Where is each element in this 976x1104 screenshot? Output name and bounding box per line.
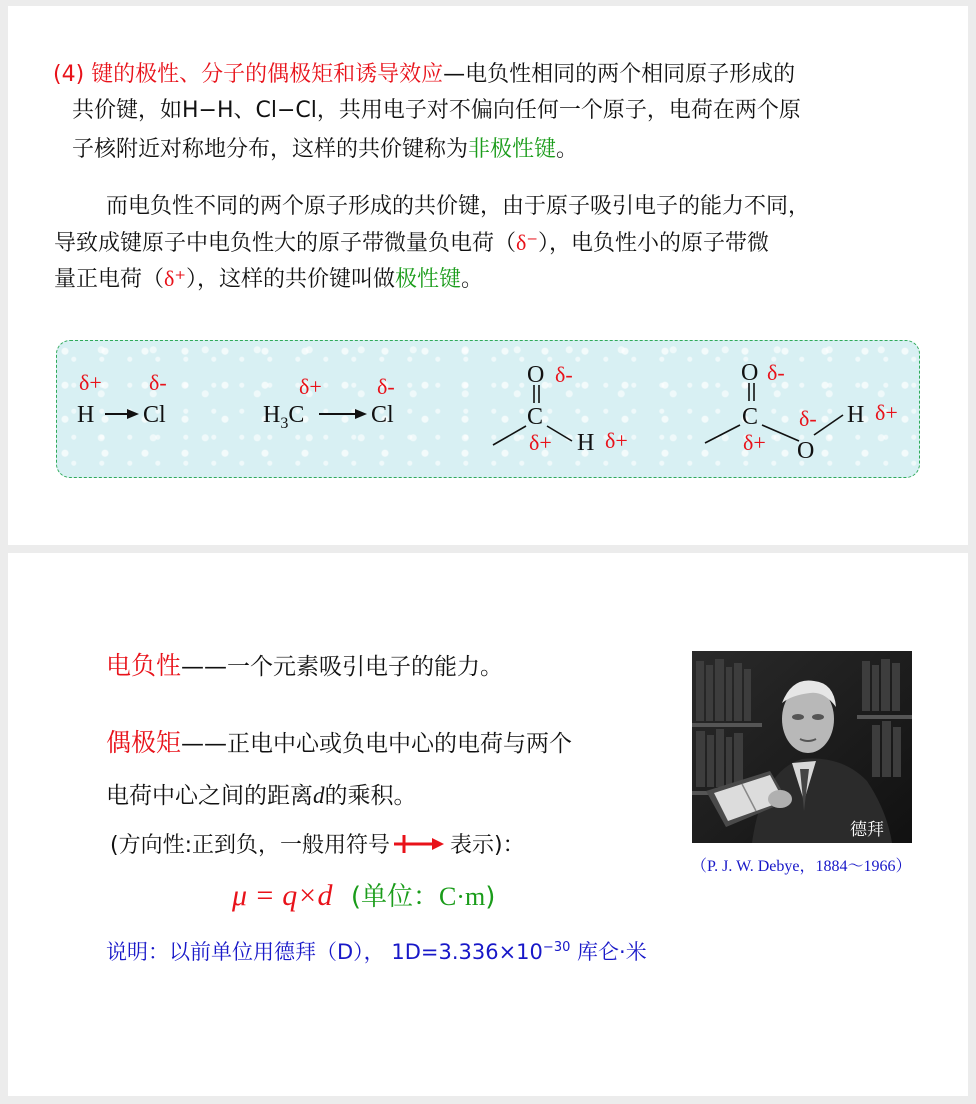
portrait-caption: （P. J. W. Debye，1884～1966） [691,858,912,875]
heading-dash: — [443,62,466,87]
term-dipole-moment: 偶极矩 [106,728,182,757]
para2-line2-rest: ），电负性小的原子带微 [538,231,770,256]
term-nonpolar-bond: 非极性键 [468,137,557,162]
note-text: 说明：以前单位用德拜（D）， 1D=3.336×10 [106,940,543,964]
atom-h-hydroxyl: H [847,402,865,428]
def2-line2-end: 的乘积。 [324,783,417,809]
methyl-h: H [263,402,281,428]
para1-line2: 共价键，如H−H、Cl−Cl，共用电子对不偏向任何一个原子，电荷在两个原 [72,98,801,123]
def2-line2-text: 电荷中心之间的距离 [106,783,313,809]
para1-line3-text: 子核附近对称地分布，这样的共价键称为 [72,137,469,162]
para2-line3-end: 。 [461,267,484,292]
portrait-image [692,651,912,843]
atom-c-acid: C [742,404,759,430]
para1-line3 [72,135,578,165]
formula-unit: C·m [438,882,486,911]
slide-2 [8,553,968,1096]
atom-cl2: Cl [371,402,394,428]
formula-unit-close: ) [485,882,496,912]
def2-text: ——正电中心或负电中心的电荷与两个 [181,731,573,757]
delta-plus-c-aldehyde: δ+ [529,430,552,455]
formula-line [232,879,495,914]
delta-plus-h: δ+ [79,370,102,395]
para2-line1: 而电负性不同的两个原子形成的共价键，由于原子吸引电子的能力不同， [106,194,811,219]
var-d: d [313,783,325,808]
delta-plus-c-acid: δ+ [743,430,766,455]
molecule-examples-box [56,340,920,478]
atom-cl: Cl [143,402,166,428]
para1-line1-text: 电负性相同的两个相同原子形成的 [465,62,796,87]
formula-expression: μ = q×d [232,879,333,912]
atom-h: H [77,402,95,428]
para2-line3-text: 量正电荷（ [54,267,165,292]
direction-end: 表示)： [450,833,525,858]
para1-line3-end: 。 [556,137,579,162]
note-line [106,933,647,967]
atom-o-hydroxyl: O [797,438,815,464]
delta-plus-inline: δ⁺ [164,266,186,291]
atom-o: O [527,362,545,388]
delta-minus-cl2: δ- [377,374,395,399]
delta-minus-inline: δ⁻ [516,230,538,255]
delta-minus-o: δ- [555,362,573,387]
para2-line3 [54,264,483,295]
debye-portrait [692,651,912,843]
term-polar-bond: 极性键 [395,267,462,292]
delta-minus-o-carbonyl: δ- [767,360,785,385]
definition-dipole-line2 [106,781,417,811]
definition-electronegativity [106,651,503,682]
definition-dipole-moment [106,728,572,759]
dipole-arrow-icon [392,833,446,855]
atom-c-aldehyde: C [527,404,544,430]
section-heading: (4) 键的极性、分子的偶极矩和诱导效应 [53,62,444,87]
formula-unit-label: (单位： [350,882,439,912]
def1-text: ——一个元素吸引电子的能力。 [181,654,504,680]
slide-1 [8,6,968,545]
note-suffix: 库仑·米 [570,940,647,964]
note-exponent: −30 [542,940,571,955]
delta-plus-h-aldehyde: δ+ [605,428,628,453]
para2-line3-mid: ），这样的共价键叫做 [186,267,396,292]
para2-line2 [54,228,769,259]
direction-text: (方向性:正到负，一般用符号 [110,833,390,858]
methyl-group [263,403,304,436]
delta-minus-o-hydroxyl: δ- [799,406,817,431]
delta-minus-cl: δ- [149,370,167,395]
bond-lines [57,341,919,477]
atom-h-aldehyde: H [577,430,595,456]
para2-line2-text: 导致成键原子中电负性大的原子带微量负电荷（ [54,231,517,256]
delta-plus-h-hydroxyl: δ+ [875,400,898,425]
portrait-label: 德拜 [850,820,884,840]
methyl-c: C [288,402,305,428]
atom-o-carbonyl: O [741,360,759,386]
delta-plus-c: δ+ [299,374,322,399]
para1-line1 [53,60,795,90]
direction-line [110,831,525,861]
term-electronegativity: 电负性 [106,651,182,680]
methyl-sub-3: 3 [280,414,289,432]
